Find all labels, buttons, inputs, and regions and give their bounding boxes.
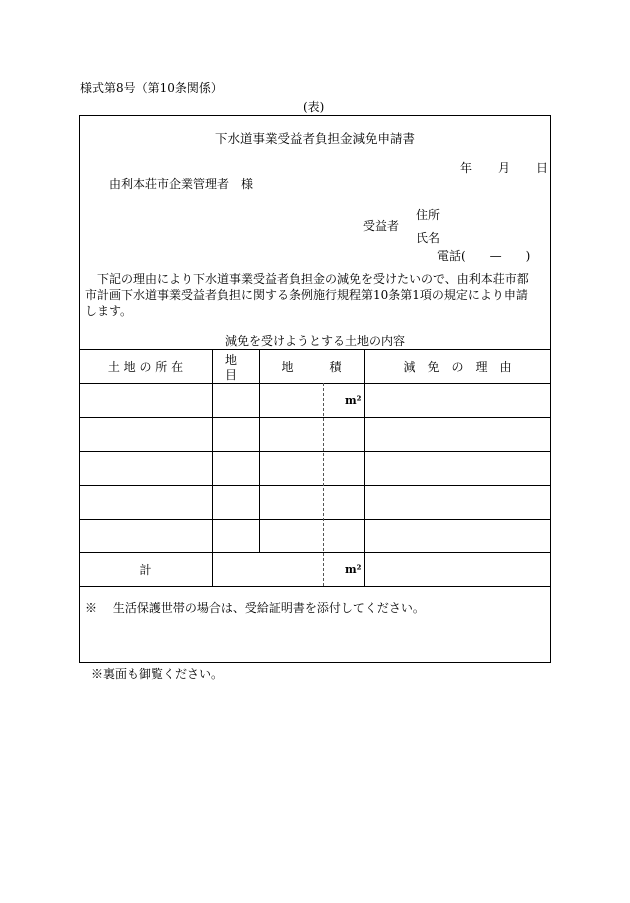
- header-location: 土 地 の 所 在: [107, 360, 184, 374]
- form-title: 下水道事業受益者負担金減免申請書: [214, 131, 415, 146]
- application-form: [79, 115, 551, 663]
- date-year-label: 年: [460, 161, 473, 175]
- phone-field: 電話( — ): [437, 249, 531, 263]
- header-reason: 減 免 の 理 由: [403, 360, 512, 374]
- addressee: 由利本荘市企業管理者 様: [109, 177, 254, 191]
- form-number: 様式第8号（第10条関係）: [80, 81, 223, 95]
- body-line-2: 市計画下水道事業受益者負担に関する条例施行規程第10条第1項の規定により申請: [85, 288, 528, 302]
- welfare-note: ※ 生活保護世帯の場合は、受給証明書を添付してください。: [85, 601, 425, 615]
- body-line-3: します。: [85, 304, 133, 318]
- date-day-label: 日: [536, 161, 549, 175]
- applicant-label: 受益者: [363, 219, 400, 233]
- date-month-label: 月: [498, 161, 511, 175]
- header-area: 地 積: [281, 360, 342, 374]
- name-label: 氏名: [416, 231, 441, 245]
- table-caption: 減免を受けようとする土地の内容: [224, 334, 405, 348]
- area-unit-total: m²: [345, 563, 362, 576]
- body-line-1: 下記の理由により下水道事業受益者負担金の減免を受けたいので、由利本荘市都: [97, 272, 529, 286]
- total-label: 計: [139, 563, 152, 577]
- side-label: (表): [303, 100, 325, 114]
- area-unit-row1: m²: [345, 394, 362, 407]
- address-label: 住所: [416, 208, 441, 222]
- reverse-side-note: ※裏面も御覧ください。: [91, 667, 224, 681]
- header-land-category: 地目: [224, 353, 237, 382]
